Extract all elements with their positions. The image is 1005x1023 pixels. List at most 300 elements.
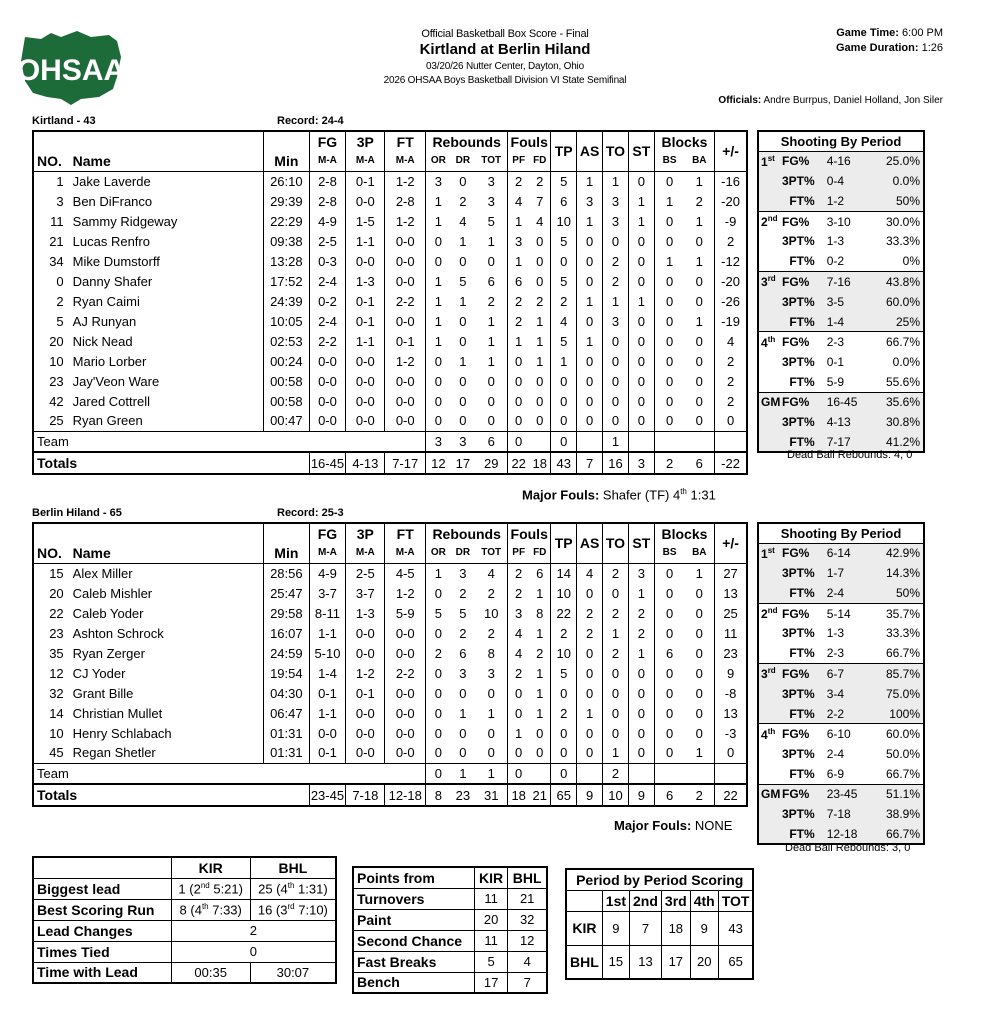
player-number: 3 (33, 191, 70, 211)
stat-pf: 0 (508, 391, 530, 411)
stat-tot: 10 (475, 603, 507, 623)
major-fouls-kirtland (522, 487, 716, 502)
stat-pm: 2 (715, 391, 747, 411)
stat-or: 0 (426, 411, 451, 431)
column-header-tp: TP (551, 523, 577, 563)
stat-tp: 5 (551, 271, 577, 291)
shooting-row (758, 171, 924, 191)
column-subheader-tot: TOT (475, 151, 507, 171)
total-fg: 23-45 (309, 784, 346, 806)
shooting-period (758, 171, 782, 191)
player-row (33, 643, 747, 663)
stat-fd: 0 (529, 391, 551, 411)
shooting-row (758, 151, 924, 171)
svg-text:OHSAA: OHSAA (17, 54, 125, 87)
stat-st: 0 (628, 231, 654, 251)
stat-tp: 10 (551, 211, 577, 231)
stat-tot: 2 (475, 623, 507, 643)
stat-bs: 0 (654, 411, 684, 431)
stat-dr: 4 (459, 213, 467, 229)
team-row-blank (577, 431, 603, 452)
stat-dr: 1 (459, 705, 467, 721)
stat-bs: 0 (654, 351, 684, 371)
stat-fd: 1 (529, 683, 551, 703)
shooting-percentage: 100% (863, 704, 924, 724)
team-row-blank (309, 431, 346, 452)
stat-tot: 3 (475, 663, 507, 683)
stat-st: 0 (628, 703, 654, 723)
major-fouls-value: NONE (694, 818, 733, 833)
game-location: 03/20/26 Nutter Center, Dayton, Ohio (426, 61, 584, 72)
stat-fd: 2 (529, 643, 551, 663)
player-number: 11 (33, 211, 70, 231)
period-suffix: th (767, 726, 776, 736)
total-pf: 18 (508, 784, 530, 806)
points-from-table (352, 866, 548, 994)
stat-pm: 0 (715, 743, 747, 763)
stat-st: 0 (628, 171, 654, 191)
period-scoring-title-row (566, 869, 753, 890)
total-ba: 6 (684, 452, 714, 474)
player-row (33, 623, 747, 643)
stat-fd: 1 (529, 583, 551, 603)
period-score: 9 (690, 911, 718, 945)
stat-fd: 1 (529, 311, 551, 331)
stat-tot: 8 (475, 643, 507, 663)
shooting-percentage: 60.0% (863, 724, 924, 744)
shooting-made-attempted: 2-3 (826, 646, 845, 661)
column-subheader-dr: DR (451, 543, 476, 563)
stat-p3: 0-0 (346, 743, 385, 763)
stat-tot: 2 (475, 583, 507, 603)
total-st: 3 (628, 452, 654, 474)
shooting-made-attempted: 7-18 (819, 804, 863, 824)
stat-p3: 0-0 (346, 191, 385, 211)
stat-as: 0 (577, 583, 603, 603)
shooting-row (758, 764, 924, 784)
team-row-label: Team (33, 431, 264, 452)
player-number: 20 (33, 331, 70, 351)
stat-pf: 2 (508, 583, 530, 603)
stat-to: 0 (603, 583, 629, 603)
stat-fd: 1 (529, 703, 551, 723)
stat-ba: 1 (684, 311, 714, 331)
total-ft: 7-17 (385, 452, 426, 474)
shooting-stat-label: 3PT% (782, 563, 819, 583)
column-header-fouls: Fouls (508, 523, 551, 543)
shooting-stat-label: FT% (782, 312, 819, 332)
stat-st: 0 (628, 743, 654, 763)
stat-fd: 0 (529, 743, 551, 763)
stat-pm: 13 (715, 583, 747, 603)
stat-tot: 0 (475, 683, 507, 703)
shooting-percentage: 51.1% (863, 784, 924, 804)
officials-label: Officials: (718, 95, 762, 106)
stat-to: 2 (603, 251, 629, 271)
stat-tot: 5 (475, 211, 507, 231)
shooting-percentage: 75.0% (863, 684, 924, 704)
major-fouls-value: Shafer (TF) 4 (602, 487, 681, 503)
player-row (33, 311, 747, 331)
column-subheader-ba: BA (684, 151, 714, 171)
player-number: 23 (33, 371, 70, 391)
stat-tot: 1 (475, 311, 507, 331)
shooting-period (758, 563, 782, 583)
summary-row-best-run (33, 899, 336, 920)
column-header-name: Name (70, 151, 264, 171)
player-row (33, 663, 747, 683)
team-record-hiland: Record: 25-3 (277, 507, 344, 519)
shooting-period (758, 684, 782, 704)
totals-label: Totals (33, 784, 309, 806)
shooting-row (758, 603, 924, 623)
team-row-to: 1 (603, 431, 629, 452)
stat-ft: 0-0 (385, 623, 426, 643)
team-row-blank (264, 431, 309, 452)
team-row-blank (715, 431, 747, 452)
shooting-row (758, 251, 924, 271)
player-row (33, 743, 747, 763)
stat-or: 1 (426, 563, 451, 583)
stat-p3: 1-1 (346, 231, 385, 251)
period-scoring-team: BHL (566, 945, 602, 979)
stat-min: 02:53 (264, 331, 309, 351)
stat-tp: 6 (551, 191, 577, 211)
shooting-percentage: 0% (902, 254, 920, 269)
shooting-made-attempted: 1-2 (819, 191, 863, 211)
stat-ft: 4-5 (385, 563, 426, 583)
summary-bhl-value: 25 (4th 1:31) (250, 878, 336, 899)
stat-ba: 1 (684, 743, 714, 763)
stat-min: 29:39 (264, 191, 309, 211)
shooting-row (758, 191, 924, 211)
stat-bs: 0 (654, 371, 684, 391)
column-subheader-tot: TOT (475, 543, 507, 563)
stat-p3: 0-0 (346, 351, 385, 371)
stat-ba: 0 (684, 723, 714, 743)
team-row-blank (654, 763, 684, 784)
stat-pm: 2 (715, 351, 747, 371)
player-name: Caleb Yoder (70, 603, 264, 623)
stat-pm: -3 (715, 723, 747, 743)
team-row-tp: 0 (551, 431, 577, 452)
period-scoring-table (565, 868, 754, 980)
stat-as: 0 (577, 391, 603, 411)
shooting-stat-label: FG% (782, 603, 819, 623)
stat-st: 0 (628, 271, 654, 291)
period-number: 4 (761, 727, 768, 742)
stat-p3: 0-0 (346, 723, 385, 743)
stat-tp: 0 (551, 251, 577, 271)
shooting-made-attempted: 1-3 (826, 234, 845, 249)
period-number: 3 (761, 275, 768, 290)
total-as: 7 (577, 452, 603, 474)
shooting-made-attempted: 3-10 (819, 211, 863, 231)
stat-ft: 0-0 (385, 743, 426, 763)
shooting-percentage: 38.9% (863, 804, 924, 824)
stat-st: 1 (628, 643, 654, 663)
stat-st: 2 (628, 623, 654, 643)
period-number: 4 (761, 335, 768, 350)
stat-fg: 1-1 (309, 623, 346, 643)
stat-fg: 0-0 (309, 351, 346, 371)
major-fouls-label: Major Fouls: (522, 487, 600, 503)
total-p3: 4-13 (346, 452, 385, 474)
shooting-percentage: 50% (863, 583, 924, 603)
stat-pf: 1 (508, 331, 530, 351)
stat-pf: 2 (508, 663, 530, 683)
shooting-period (758, 151, 782, 171)
shooting-stat-label: FT% (782, 824, 819, 844)
stat-dr: 5 (459, 273, 467, 289)
period-suffix: st (767, 545, 775, 555)
shooting-row (758, 412, 924, 432)
stat-pf: 4 (508, 623, 530, 643)
stat-fd: 2 (529, 291, 551, 311)
stat-dr: 0 (459, 253, 467, 269)
shooting-made-attempted: 23-45 (819, 784, 863, 804)
game-event: 2026 OHSAA Boys Basketball Division VI State Semifinal (383, 75, 627, 86)
stat-ba: 0 (684, 603, 714, 623)
column-subheader-or: OR (426, 543, 451, 563)
shooting-period (758, 251, 782, 271)
box-score-table (32, 522, 748, 807)
team-row-dr: 3 (451, 431, 476, 452)
player-row (33, 371, 747, 391)
player-name: Ben DiFranco (70, 191, 264, 211)
points-from-kir: 11 (474, 888, 508, 909)
total-bs: 6 (654, 784, 684, 806)
stat-ft: 1-2 (385, 211, 426, 231)
period-suffix: st (767, 153, 775, 163)
header-blank (33, 523, 264, 543)
stat-ba: 0 (684, 391, 714, 411)
stat-or: 0 (426, 231, 451, 251)
stat-or: 0 (426, 743, 451, 763)
header-center (300, 28, 710, 88)
shooting-percentage: 35.6% (863, 392, 924, 412)
player-number: 35 (33, 643, 70, 663)
stat-or: 0 (426, 683, 451, 703)
stat-or: 2 (426, 643, 451, 663)
stat-as: 0 (577, 743, 603, 763)
column-subheader-ma: M-A (385, 151, 426, 171)
period-header: TOT (718, 890, 753, 911)
stat-fg: 1-4 (309, 663, 346, 683)
shooting-stat-label: FG% (782, 151, 819, 171)
stat-ft: 0-0 (385, 231, 426, 251)
player-name: Nick Nead (70, 331, 264, 351)
stat-dr: 2 (459, 193, 467, 209)
player-row (33, 703, 747, 723)
period-number: 3 (761, 667, 768, 682)
stat-fg: 0-0 (309, 391, 346, 411)
column-header-fg: FG (309, 523, 346, 543)
game-time-block (836, 26, 943, 56)
stat-fd: 8 (529, 603, 551, 623)
stat-ft: 0-0 (385, 251, 426, 271)
stat-as: 0 (577, 723, 603, 743)
points-from-kir: 11 (474, 930, 508, 951)
totals-row (33, 452, 747, 474)
shooting-stat-label: 3PT% (782, 684, 819, 704)
column-header-fouls: Fouls (508, 131, 551, 151)
stat-dr: 0 (459, 413, 467, 429)
stat-fg: 2-5 (309, 231, 346, 251)
stat-or: 0 (426, 583, 451, 603)
player-row (33, 683, 747, 703)
shooting-row (758, 664, 924, 684)
column-header-plus-minus: +/- (715, 131, 747, 171)
stat-p3: 1-3 (346, 603, 385, 623)
total-pm: -22 (715, 452, 747, 474)
stat-as: 2 (577, 603, 603, 623)
stat-p3: 0-1 (346, 683, 385, 703)
period-scoring-row (566, 911, 753, 945)
stat-ba: 0 (684, 271, 714, 291)
summary-value: 2 (171, 920, 336, 941)
shooting-percentage: 66.7% (863, 332, 924, 352)
stat-st: 0 (628, 411, 654, 431)
column-header-3p: 3P (346, 131, 385, 151)
stat-tp: 5 (551, 171, 577, 191)
stat-st: 1 (628, 211, 654, 231)
stat-as: 1 (577, 171, 603, 191)
stat-bs: 0 (654, 331, 684, 351)
shooting-made-attempted: 1-3 (826, 626, 845, 641)
shooting-row (758, 312, 924, 332)
shooting-stat-label: FG% (782, 784, 819, 804)
stat-ft: 0-0 (385, 643, 426, 663)
total-tot: 29 (475, 452, 507, 474)
stat-fd: 0 (529, 723, 551, 743)
stat-as: 0 (577, 371, 603, 391)
stat-fd: 1 (529, 663, 551, 683)
points-from-label: Fast Breaks (353, 951, 474, 972)
team-row-pf: 0 (508, 763, 530, 784)
shooting-stat-label: FT% (782, 704, 819, 724)
player-row (33, 723, 747, 743)
stat-pm: 27 (715, 563, 747, 583)
stat-as: 0 (577, 231, 603, 251)
shooting-stat-label: FT% (789, 374, 815, 389)
stat-to: 0 (603, 351, 629, 371)
stat-fg: 0-0 (309, 411, 346, 431)
points-from-bhl: 32 (508, 909, 547, 930)
stat-dr: 0 (459, 393, 467, 409)
points-from-label: Second Chance (353, 930, 474, 951)
period-scoring-corner (566, 890, 602, 911)
team-record-kirtland: Record: 24-4 (277, 115, 344, 127)
stat-bs: 0 (654, 563, 684, 583)
team-row-tot: 6 (475, 431, 507, 452)
stat-tot: 0 (475, 743, 507, 763)
stat-ft: 0-1 (385, 331, 426, 351)
points-from-kir: 5 (474, 951, 508, 972)
stat-min: 25:47 (264, 583, 309, 603)
points-from-title: Points from (353, 867, 474, 888)
column-header-blocks: Blocks (654, 523, 714, 543)
stat-ft: 2-2 (385, 663, 426, 683)
stat-dr: 0 (459, 745, 467, 761)
team-row-blank (628, 431, 654, 452)
team-row-blank (264, 763, 309, 784)
team-row-blank (385, 431, 426, 452)
shooting-period (758, 784, 782, 804)
stat-fd: 0 (529, 271, 551, 291)
shooting-made-attempted: 6-7 (819, 664, 863, 684)
period-header: 2nd (630, 890, 662, 911)
shooting-percentage: 66.7% (863, 824, 924, 844)
player-number: 1 (33, 171, 70, 191)
stat-bs: 0 (654, 231, 684, 251)
team-row-blank (346, 431, 385, 452)
period-number: GM (761, 787, 781, 802)
shooting-stat-label: FG% (782, 664, 819, 684)
player-name: AJ Runyan (70, 311, 264, 331)
team-row-or: 3 (426, 431, 451, 452)
team-row-blank (577, 763, 603, 784)
box-score-hiland (32, 522, 748, 807)
stat-fg: 4-9 (309, 211, 346, 231)
player-number: 42 (33, 391, 70, 411)
stat-pf: 0 (508, 371, 530, 391)
stat-fd: 6 (529, 563, 551, 583)
box-score-table (32, 130, 748, 475)
stat-ft: 2-8 (385, 191, 426, 211)
period-number: 1 (761, 546, 768, 561)
shooting-period (758, 231, 782, 251)
shooting-stat-label: FG% (782, 543, 819, 563)
stat-fd: 0 (529, 251, 551, 271)
stat-st: 1 (628, 583, 654, 603)
shooting-period (758, 211, 782, 231)
shooting-percentage: 25.0% (863, 151, 924, 171)
stat-tot: 0 (475, 391, 507, 411)
stat-ft: 0-0 (385, 411, 426, 431)
player-row (33, 411, 747, 431)
player-number: 45 (33, 743, 70, 763)
summary-label: Best Scoring Run (33, 899, 171, 920)
shooting-stat-label: FT% (782, 191, 819, 211)
stat-dr: 0 (459, 373, 467, 389)
column-header-ft: FT (385, 131, 426, 151)
shooting-made-attempted: 2-4 (819, 583, 863, 603)
officials (718, 95, 943, 106)
shooting-percentage: 55.6% (885, 374, 920, 389)
stat-fd: 0 (529, 231, 551, 251)
stat-bs: 1 (654, 191, 684, 211)
shooting-made-attempted: 6-14 (819, 543, 863, 563)
total-fg: 16-45 (309, 452, 346, 474)
stat-min: 00:58 (264, 391, 309, 411)
shooting-row (758, 684, 924, 704)
column-header-st: ST (628, 523, 654, 563)
player-number: 14 (33, 703, 70, 723)
stat-pm: 2 (715, 231, 747, 251)
total-pm: 22 (715, 784, 747, 806)
player-name: Henry Schlabach (70, 723, 264, 743)
player-name: Lucas Renfro (70, 231, 264, 251)
shooting-stat-label: 3PT% (782, 804, 819, 824)
stat-tp: 2 (551, 703, 577, 723)
period-scoring-team: KIR (566, 911, 602, 945)
total-tot: 31 (475, 784, 507, 806)
stat-fd: 0 (529, 371, 551, 391)
total-ft: 12-18 (385, 784, 426, 806)
header-row (33, 131, 747, 151)
stat-as: 2 (577, 623, 603, 643)
